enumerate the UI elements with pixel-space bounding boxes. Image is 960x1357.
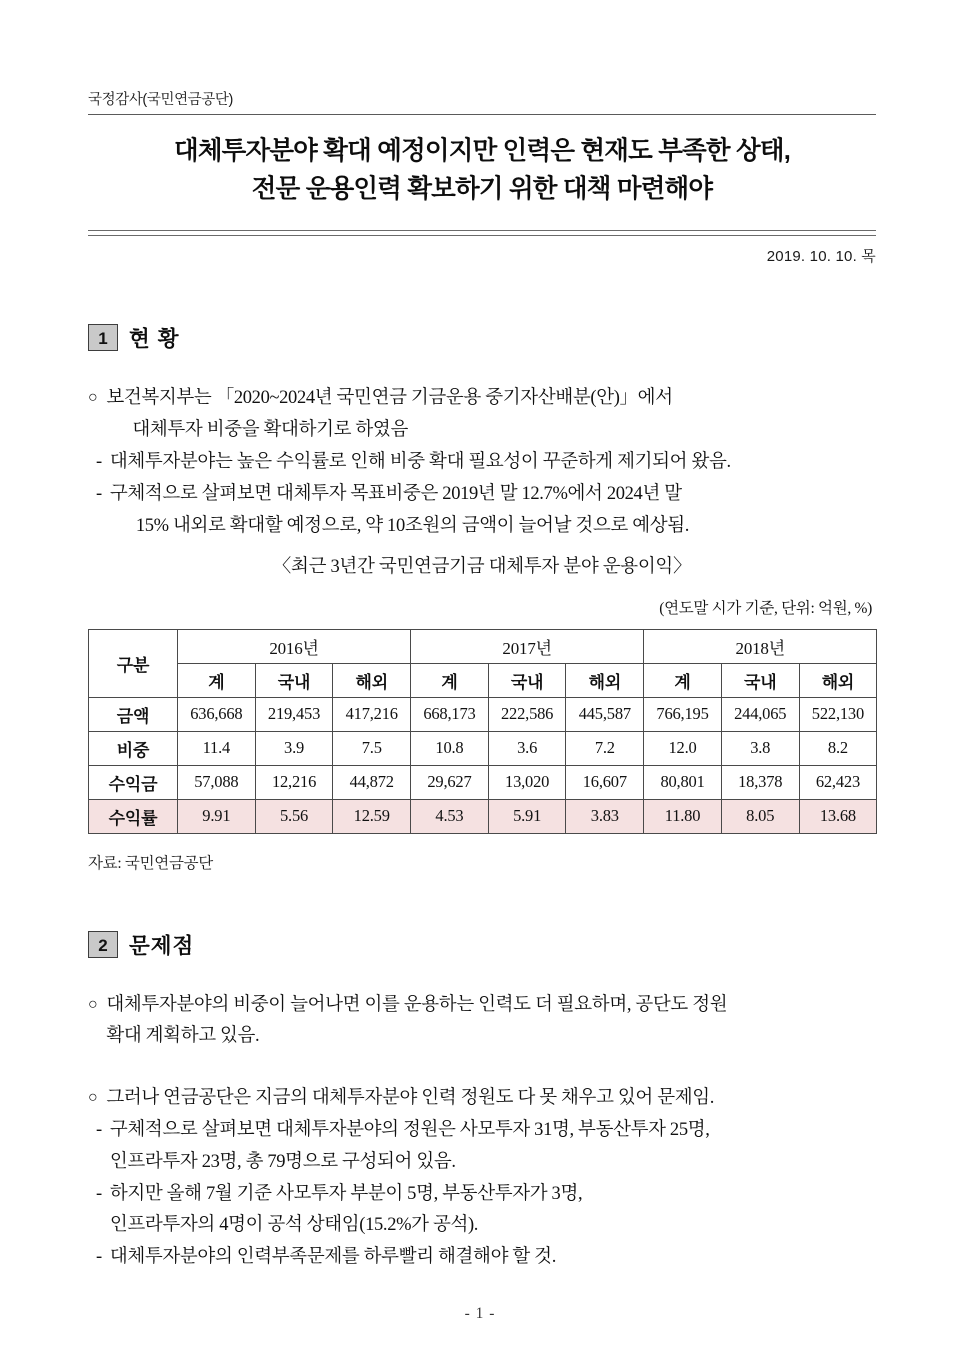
paragraph-line: 대체투자분야의 비중이 늘어나면 이를 운용하는 인력도 더 필요하며, 공단도 정원 xyxy=(106,994,728,1015)
table-cell: 3.83 xyxy=(566,799,644,833)
table-subheader: 계 xyxy=(644,663,722,697)
paragraph xyxy=(88,479,876,543)
table-subheader: 해외 xyxy=(333,663,411,697)
dash-bullet-icon: - xyxy=(96,452,102,473)
paragraph-line: 보건복지부는 「2020~2024년 국민연금 기금운용 중기자산배분(안)」에서 xyxy=(106,388,673,409)
table-cell: 4.53 xyxy=(411,799,489,833)
table-cell: 57,088 xyxy=(178,765,256,799)
table-cell: 5.91 xyxy=(488,799,566,833)
table-cell: 80,801 xyxy=(644,765,722,799)
paragraph xyxy=(88,990,876,1054)
paragraph-line: 그러나 연금공단은 지금의 대체투자분야 인력 정원도 다 못 채우고 있어 문제임. xyxy=(106,1088,715,1109)
table-cell: 445,587 xyxy=(566,697,644,731)
paragraph-line: 15% 내외로 확대할 예정으로, 약 10조원의 금액이 늘어날 것으로 예상됨. xyxy=(135,515,690,536)
document-date: 2019. 10. 10. 목 xyxy=(766,248,876,266)
table-cell: 13.68 xyxy=(799,799,877,833)
table-cell: 13,020 xyxy=(488,765,566,799)
dash-bullet-icon: - xyxy=(96,1119,102,1140)
table-cell: 18,378 xyxy=(721,765,799,799)
table-row-highlighted xyxy=(89,799,877,833)
paragraph-line: 구체적으로 살펴보면 대체투자분야의 정원은 사모투자 31명, 부동산투자 25명, xyxy=(109,1119,710,1140)
table-cell: 12.0 xyxy=(644,731,722,765)
masthead-label: 국정감사(국민연금공단) xyxy=(88,92,233,108)
table-cell: 8.05 xyxy=(721,799,799,833)
table-subheader: 국내 xyxy=(488,663,566,697)
table-row-label: 수익률 xyxy=(89,799,178,833)
table-cell: 766,195 xyxy=(644,697,722,731)
table-cell: 3.8 xyxy=(721,731,799,765)
section-number-1: 1 xyxy=(88,324,118,351)
table-subheader: 해외 xyxy=(566,663,644,697)
paragraph-line: 대체투자분야의 인력부족문제를 하루빨리 해결해야 할 것. xyxy=(109,1247,556,1268)
page-title-line-2: 전문 운용인력 확보하기 위한 대책 마련해야 xyxy=(251,174,713,203)
table-cell: 522,130 xyxy=(799,697,877,731)
circle-bullet-icon: ○ xyxy=(88,389,98,407)
section-heading-2 xyxy=(88,929,876,960)
table-caption: 〈최근 3년간 국민연금기금 대체투자 분야 운용이익〉 xyxy=(272,556,692,577)
table-cell: 62,423 xyxy=(799,765,877,799)
paragraph-line: 인프라투자 23명, 총 79명으로 구성되어 있음. xyxy=(109,1151,456,1172)
table-cell: 636,668 xyxy=(178,697,256,731)
dash-bullet-icon: - xyxy=(96,1247,102,1268)
table-cell: 44,872 xyxy=(333,765,411,799)
page-title-line-1: 대체투자분야 확대 예정이지만 인력은 현재도 부족한 상태, xyxy=(174,137,790,165)
table-row xyxy=(89,765,877,799)
paragraph xyxy=(88,447,876,479)
paragraph xyxy=(88,383,876,447)
table-year-group-2016: 2016년 xyxy=(178,629,411,663)
page-footer: - 1 - xyxy=(464,1305,496,1322)
section-title-2: 문제점 xyxy=(129,933,195,958)
paragraph-text xyxy=(110,1179,876,1243)
table-cell: 11.4 xyxy=(178,731,256,765)
paragraph-text xyxy=(106,383,876,447)
paragraph xyxy=(88,1083,876,1115)
section-heading-1 xyxy=(88,322,876,353)
paragraph-text xyxy=(110,1242,876,1274)
paragraph-line: 대체투자분야는 높은 수익률로 인해 비중 확대 필요성이 꾸준하게 제기되어 왔음. xyxy=(109,452,731,473)
table-source-note: 자료: 국민연금공단 xyxy=(88,854,213,872)
masthead xyxy=(88,88,876,115)
table-cell: 219,453 xyxy=(255,697,333,731)
table-cell: 10.8 xyxy=(411,731,489,765)
table-cell: 222,586 xyxy=(488,697,566,731)
table-row-label: 수익금 xyxy=(89,765,178,799)
table-cell: 668,173 xyxy=(411,697,489,731)
dash-bullet-icon: - xyxy=(96,483,102,504)
table-header-row-subs xyxy=(89,663,877,697)
table-cell: 8.2 xyxy=(799,731,877,765)
paragraph-text xyxy=(106,1083,876,1115)
circle-bullet-icon: ○ xyxy=(88,1089,98,1107)
table-header xyxy=(89,629,877,697)
table-subheader: 계 xyxy=(178,663,256,697)
paragraph-text xyxy=(110,479,876,543)
paragraph-line: 인프라투자의 4명이 공석 상태임(15.2%가 공석). xyxy=(109,1215,479,1236)
paragraph xyxy=(88,1115,876,1179)
table-subheader: 국내 xyxy=(721,663,799,697)
table-header-row-years xyxy=(89,629,877,663)
table-row xyxy=(89,697,877,731)
section-number-2: 2 xyxy=(88,931,118,958)
paragraph-text xyxy=(110,1115,876,1179)
table-year-group-2018: 2018년 xyxy=(644,629,877,663)
table-cell: 16,607 xyxy=(566,765,644,799)
section-title-1: 현 황 xyxy=(129,327,180,352)
paragraph-text xyxy=(106,990,876,1054)
table-cell: 7.5 xyxy=(333,731,411,765)
table-year-group-2017: 2017년 xyxy=(411,629,644,663)
table-subheader: 계 xyxy=(411,663,489,697)
paragraph-line: 구체적으로 살펴보면 대체투자 목표비중은 2019년 말 12.7%에서 2024년 말 xyxy=(109,483,682,504)
table-cell: 29,627 xyxy=(411,765,489,799)
table-cell: 9.91 xyxy=(178,799,256,833)
table-cell: 11.80 xyxy=(644,799,722,833)
table-cell: 7.2 xyxy=(566,731,644,765)
table-subheader: 국내 xyxy=(255,663,333,697)
table-cell: 3.6 xyxy=(488,731,566,765)
paragraph-line: 하지만 올해 7월 기준 사모투자 부분이 5명, 부동산투자가 3명, xyxy=(109,1183,583,1204)
table-cell: 244,065 xyxy=(721,697,799,731)
table-row-label: 비중 xyxy=(89,731,178,765)
table-cell: 12.59 xyxy=(333,799,411,833)
table-unit-note: (연도말 시가 기준, 단위: 억원, %) xyxy=(659,599,872,617)
table-corner-label: 구분 xyxy=(89,629,178,697)
paragraph xyxy=(88,1179,876,1243)
dash-bullet-icon: - xyxy=(96,1183,102,1204)
table-cell: 417,216 xyxy=(333,697,411,731)
alternative-investment-table xyxy=(88,629,877,834)
table-row-label: 금액 xyxy=(89,697,178,731)
table-body xyxy=(89,697,877,833)
table-subheader: 해외 xyxy=(799,663,877,697)
paragraph xyxy=(88,1242,876,1274)
section-2-body xyxy=(88,990,876,1275)
section-1-body xyxy=(88,383,876,542)
paragraph-line: 확대 계획하고 있음. xyxy=(106,1026,260,1047)
circle-bullet-icon: ○ xyxy=(88,995,98,1013)
table-cell: 3.9 xyxy=(255,731,333,765)
table-row xyxy=(89,731,877,765)
paragraph-line: 대체투자 비중을 확대하기로 하였음 xyxy=(132,420,408,441)
page-title xyxy=(88,115,876,212)
table-cell: 12,216 xyxy=(255,765,333,799)
table-cell: 5.56 xyxy=(255,799,333,833)
paragraph-text xyxy=(110,447,876,479)
